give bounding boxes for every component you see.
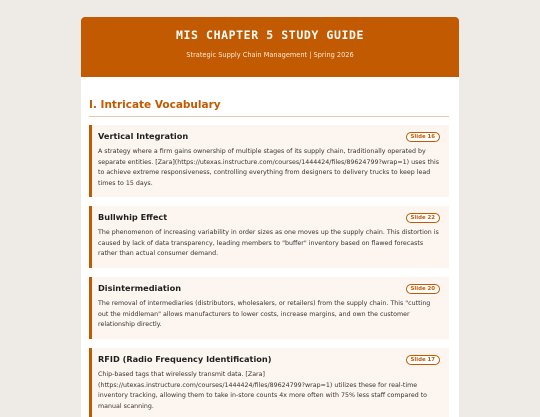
term-definition: A strategy where a firm gains ownership of multiple stages of its supply chain, traditionally operated by separate entities. [Zara](https://utexas.instructure.com/courses/1444424/files/89624799?wrap=1) uses this to achieve extreme responsiveness, controlling everything from designers to delivery trucks to keep lead times to 15 days.: [98, 148, 440, 187]
study-guide-page: [81, 17, 459, 417]
slide-badge: Slide 16: [406, 132, 440, 142]
page-subtitle: Strategic Supply Chain Management | Spring 2026: [186, 51, 354, 59]
term-definition: The removal of intermediaries (distributors, wholesalers, or retailers) from the supply chain. This "cutting out the middleman" allows manufacturers to lower costs, increase margins, and own the customer relationship directly.: [98, 300, 431, 328]
term-card-disintermediation: [89, 277, 449, 339]
term-definition: The phenomenon of increasing variability in order sizes as one moves up the supply chain. This distortion is caused by lack of data transparency, leading members to "buffer" inventory based on flawed forecasts rather than actual consumer demand.: [98, 229, 439, 257]
term-card-rfid: [89, 348, 449, 417]
section-heading-vocabulary: I. Intricate Vocabulary: [89, 99, 449, 117]
term-card-bullwhip-effect: [89, 206, 449, 268]
slide-badge: Slide 22: [406, 213, 440, 223]
slide-badge: Slide 17: [406, 355, 440, 365]
term-title: RFID (Radio Frequency Identification): [98, 354, 272, 364]
term-title: Vertical Integration: [98, 131, 189, 141]
page-title: MIS CHAPTER 5 STUDY GUIDE: [175, 28, 365, 42]
slide-badge: Slide 20: [406, 284, 440, 294]
term-card-vertical-integration: [89, 125, 449, 197]
term-title: Bullwhip Effect: [98, 212, 168, 222]
guide-header: [81, 17, 459, 77]
term-title: Disintermediation: [98, 283, 182, 293]
term-definition: Chip-based tags that wirelessly transmit data. [Zara](https://utexas.instructure.com/courses/1444424/files/89624799?wrap=1) utilizes these for real-time inventory tracking, allowing them to take in-store counts 4x more often with 75% less staff compared to manual scanning.: [98, 371, 428, 410]
